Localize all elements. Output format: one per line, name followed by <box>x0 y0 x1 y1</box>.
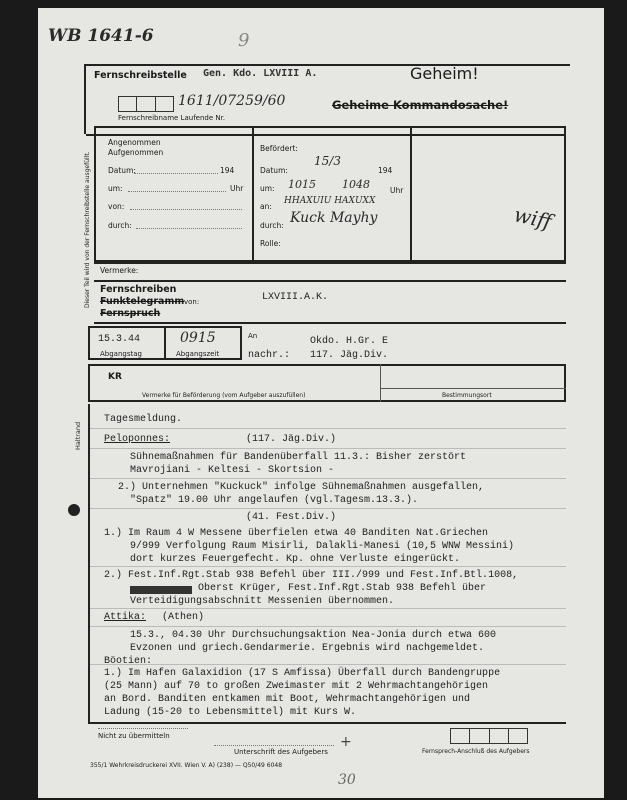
pencil-number: 30 <box>338 772 356 788</box>
forwarded-by: Kuck Mayhy <box>290 210 378 226</box>
received-year: 194 <box>220 166 235 175</box>
dispatch-date: 15.3.44 <box>98 334 141 345</box>
secret-label: Geheim! <box>410 64 479 83</box>
division-117: (117. Jäg.Div.) <box>246 434 337 445</box>
body-line: "Spatz" 19.00 Uhr angelaufen (vgl.Tagesm.13.3.). <box>130 495 419 506</box>
sequence-number: 1611/07259/60 <box>178 93 286 109</box>
received-time-label: um: <box>108 184 123 193</box>
phone-boxes <box>450 728 528 744</box>
initials-signature: wiff <box>511 202 554 234</box>
body-line: 2.) Fest.Inf.Rgt.Stab 938 Befehl über III./999 und Fest.Inf.Btl.1008, <box>104 570 519 581</box>
side-note: Dieser Teil wird von der Fernschreibstelle ausgefüllt. <box>84 151 91 308</box>
info-copy-label: nachr.: <box>248 350 291 361</box>
sequence-boxes <box>118 96 174 112</box>
type-from-label: von: <box>184 298 200 306</box>
sender-name-label: Fernschreibname Laufende Nr. <box>118 114 226 122</box>
body-line: Verteidigungsabschnitt Messenien übernommen. <box>130 596 395 607</box>
archive-reference: WB 1641-6 <box>48 26 154 46</box>
body-line: an Bord. Banditen entkamen mit Boot, Wehrmachtangehörigen und <box>104 694 471 705</box>
destination-label: Bestimmungsort <box>442 392 492 399</box>
body-line: Ladung (15-20 to Lebensmittel) mit Kurs W. <box>104 707 357 718</box>
body-line: 1.) Im Hafen Galaxidion (17 S Amfissa) Überfall durch Bandengruppe <box>104 668 501 679</box>
forwarded-time-label: um: <box>260 184 275 193</box>
received-by-label: durch: <box>108 221 132 230</box>
forwarded-title: Befördert: <box>260 144 298 153</box>
secret-command-label: Geheime Kommandosache! <box>332 98 509 112</box>
body-line: Sühnemaßnahmen für Bandenüberfall 11.3.: Bisher zerstört <box>130 452 467 463</box>
recipient-1: Okdo. H.Gr. E <box>310 336 389 347</box>
recipient-2: 117. Jäg.Div. <box>310 350 389 361</box>
region-attika: Attika: <box>104 612 147 623</box>
division-41: (41. Fest.Div.) <box>246 512 337 523</box>
body-line: 2.) Unternehmen "Kuckuck" infolge Sühnemaßnahmen ausgefallen, <box>118 482 485 493</box>
kr-mark: KR <box>108 372 122 382</box>
region-athen: (Athen) <box>162 612 205 623</box>
recorded-title: Aufgenommen <box>108 148 164 157</box>
forwarded-uhr: Uhr <box>390 186 404 195</box>
forwarded-date-label: Datum: <box>260 166 288 175</box>
received-date-label: Datum: <box>108 166 136 175</box>
region-peloponnes: Peloponnes: <box>104 434 171 445</box>
body-line: (25 Mann) auf 70 to großen Zweimaster mit 2 Wehrmachtangehörigen <box>104 681 489 692</box>
type-radio: Funktelegramm <box>100 296 185 307</box>
type-phone: Fernspruch <box>100 308 161 319</box>
forwarded-to-label: an: <box>260 202 272 211</box>
forwarded-year: 194 <box>378 166 393 175</box>
margin-label: Haltrand <box>74 421 82 450</box>
do-not-transmit-label: Nicht zu übermitteln <box>98 732 170 740</box>
region-bootien: Böotien: <box>104 656 153 667</box>
punch-hole <box>68 504 80 516</box>
recipient-label: An <box>248 332 258 340</box>
forwarded-date: 15/3 <box>314 154 341 168</box>
routing-notes-label: Vermerke für Beförderung (vom Aufgeber auszufüllen) <box>142 392 306 399</box>
type-teletype: Fernschreiben <box>100 284 177 295</box>
body-line: Evzonen und griech.Gendarmerie. Ergebnis wird nachgemeldet. <box>130 643 485 654</box>
type-from-value: LXVIII.A.K. <box>262 292 329 303</box>
redaction-bar <box>130 586 192 594</box>
phone-label: Fernsprech-Anschluß des Aufgebers <box>422 748 530 755</box>
pencil-mark: 9 <box>238 30 250 51</box>
body-line: Oberst Krüger, Fest.Inf.Rgt.Stab 938 Befehl über <box>198 583 487 594</box>
dispatch-time-label: Abgangszeit <box>176 350 220 358</box>
plus-mark: + <box>340 734 352 750</box>
printer-line: 355/1 Wehrkreisdruckerei XVII. Wien V. A) (238) — Q50/49 6048 <box>90 762 283 769</box>
gen-kdo-stamp: Gen. Kdo. LXVIII A. <box>203 68 318 79</box>
notes-label: Vermerke: <box>100 266 139 275</box>
forwarded-role-label: Rolle: <box>260 239 281 248</box>
received-uhr: Uhr <box>230 184 244 193</box>
forwarded-time-1: 1015 <box>288 178 316 191</box>
receipt-grid <box>94 126 566 262</box>
body-line: 9/999 Verfolgung Raum Misirli, Dalakli-Manesi (10,5 WNW Messini) <box>130 541 515 552</box>
body-line: Mavrojiani - Keltesi - Skortsion - <box>130 465 335 476</box>
body-line: 15.3., 04.30 Uhr Durchsuchungsaktion Nea-Jonia durch etwa 600 <box>130 630 497 641</box>
forwarded-to: HHAXUIU HAXUXX <box>284 196 376 206</box>
signature-label: Unterschrift des Aufgebers <box>234 748 328 756</box>
body-line: dort kurzes Feuergefecht. Kp. ohne Verluste eingerückt. <box>130 554 461 565</box>
forwarded-time-2: 1048 <box>342 178 370 191</box>
received-from-label: von: <box>108 202 125 211</box>
body-line: 1.) Im Raum 4 W Messene überfielen etwa 40 Banditen Nat.Griechen <box>104 528 489 539</box>
received-title: Angenommen <box>108 138 161 147</box>
body-heading: Tagesmeldung. <box>104 414 183 425</box>
dispatch-date-label: Abgangstag <box>100 350 142 358</box>
dispatch-time: 0915 <box>180 330 216 346</box>
forwarded-by-label: durch: <box>260 221 284 230</box>
station-label: Fernschreibstelle <box>94 70 187 81</box>
teletype-form <box>38 8 604 798</box>
